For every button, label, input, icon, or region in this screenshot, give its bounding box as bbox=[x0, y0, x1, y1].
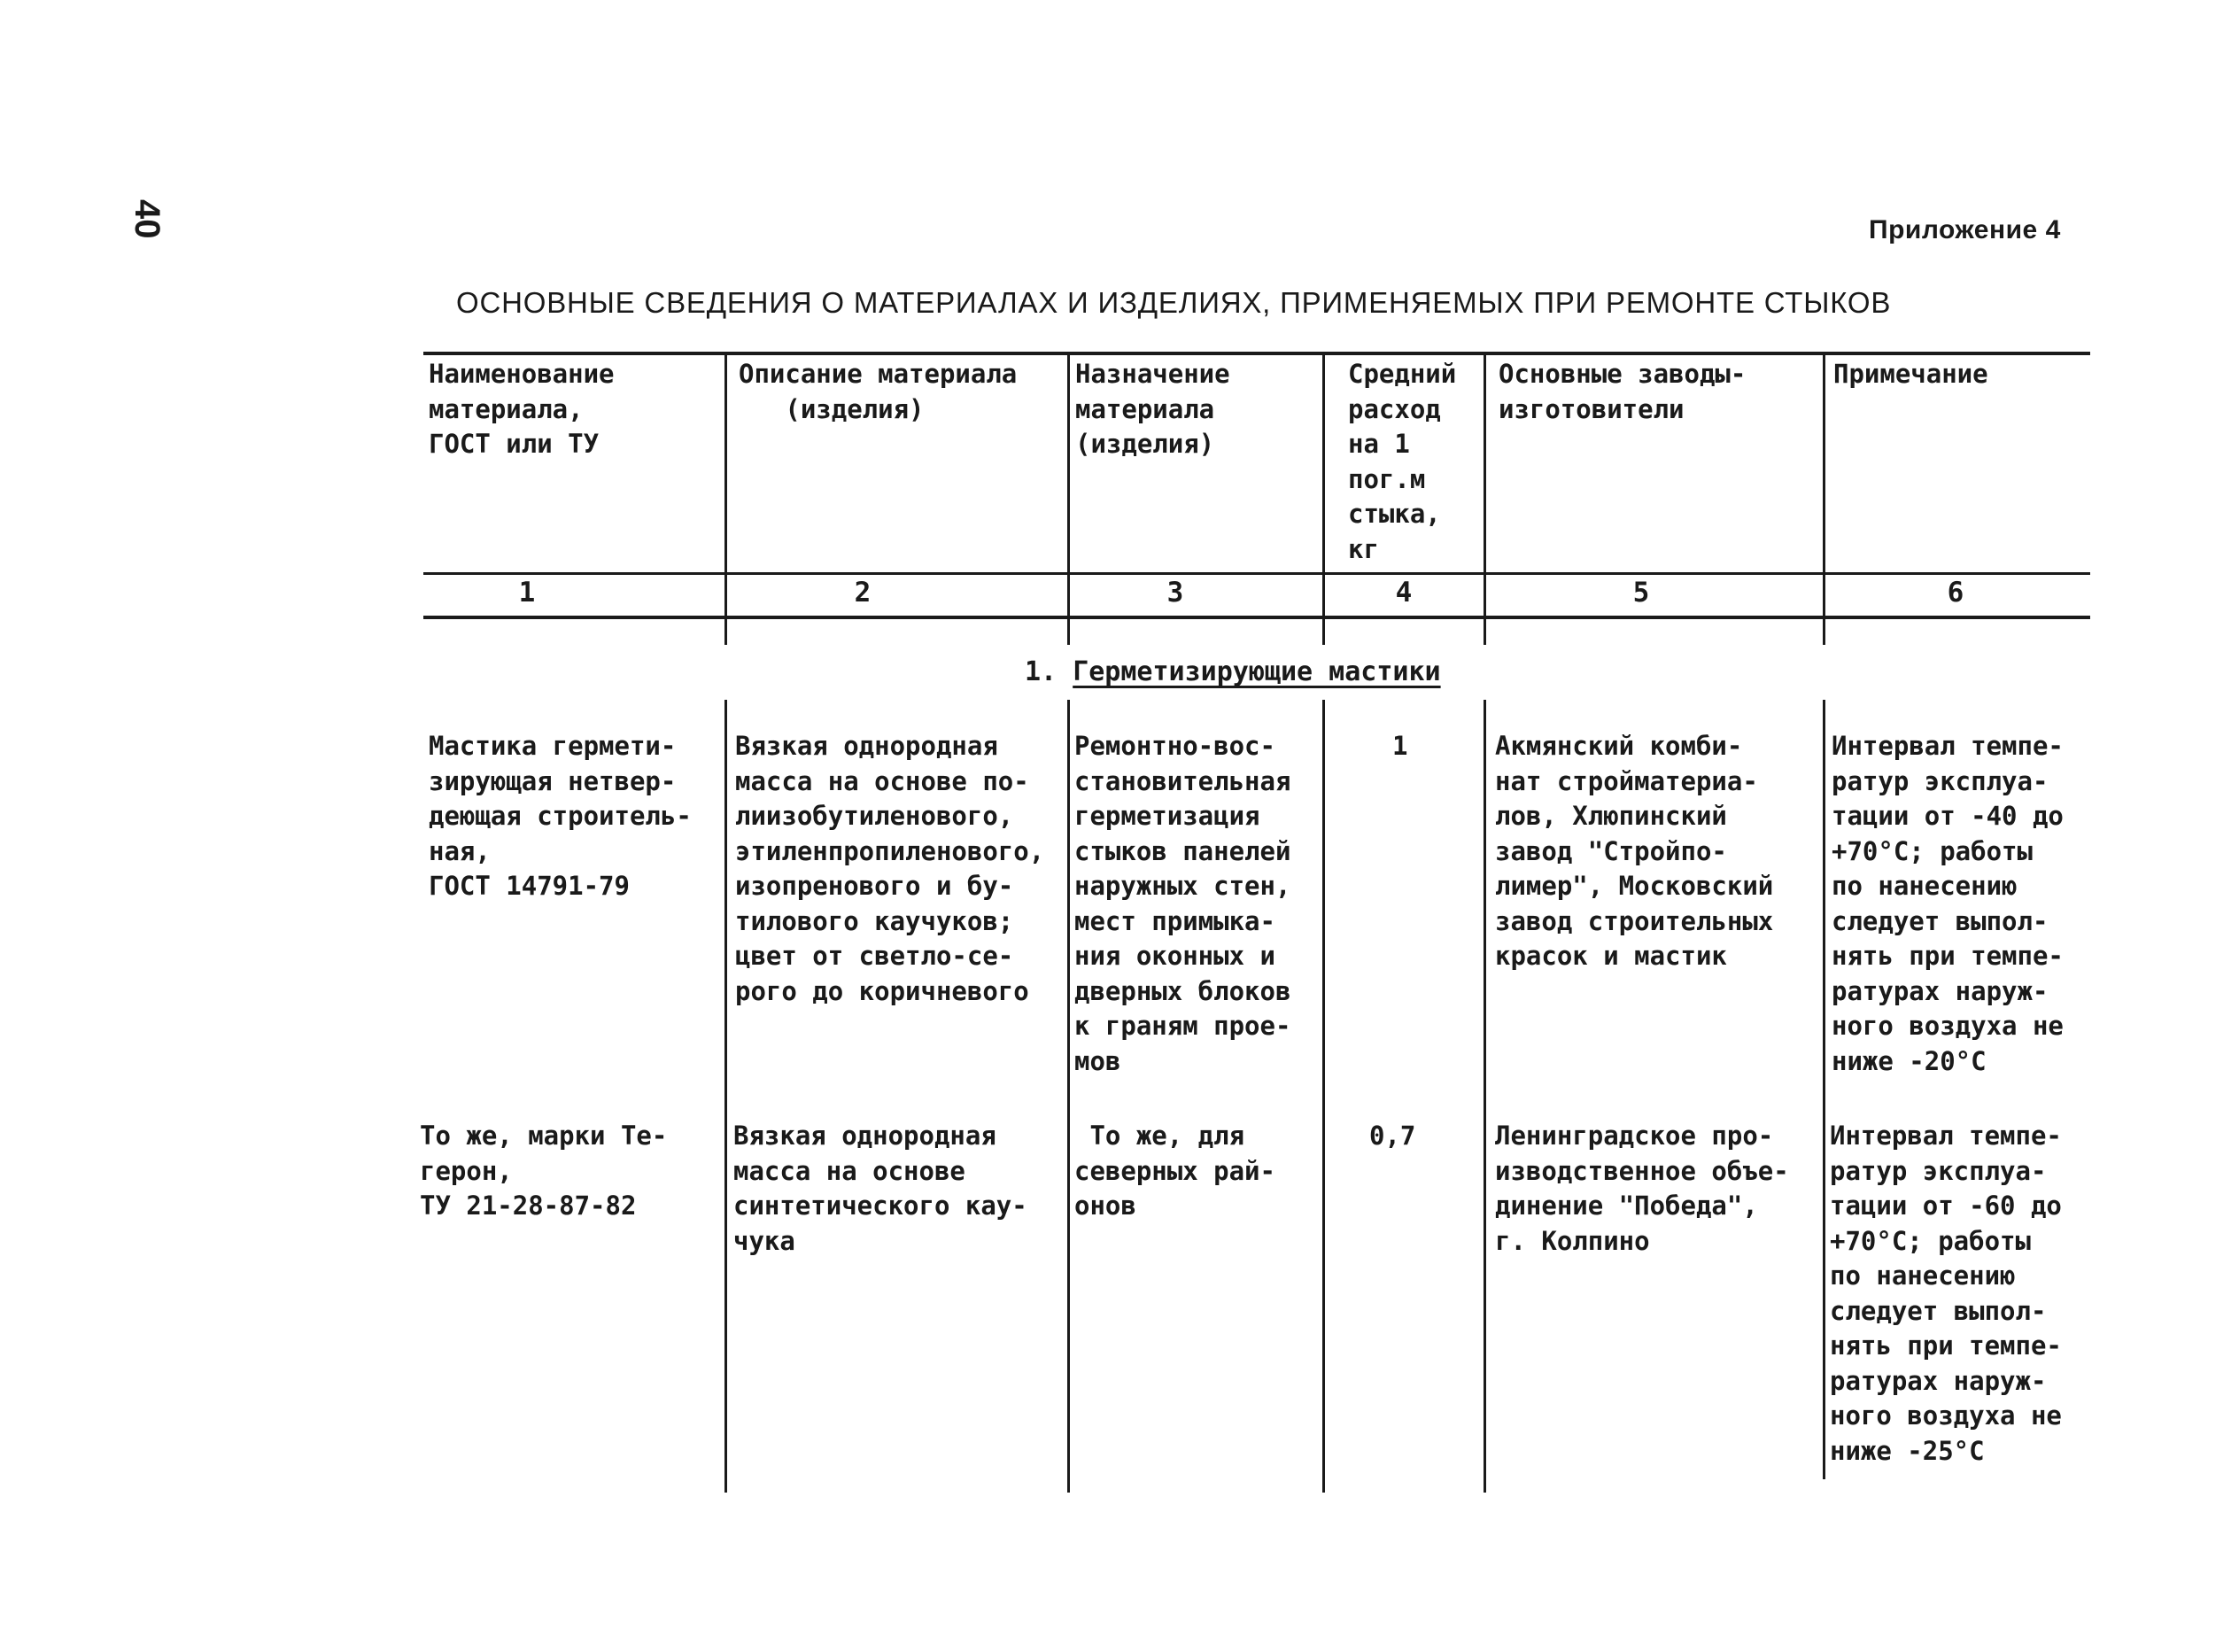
row2-purpose: То же, для северных рай- онов bbox=[1074, 1121, 1275, 1221]
column-divider bbox=[724, 700, 727, 1493]
column-number: 3 bbox=[1166, 577, 1184, 609]
section-heading bbox=[1025, 656, 1441, 687]
header-manufacturers: Основные заводы- изготовители bbox=[1499, 359, 1747, 424]
header-bottom-rule bbox=[423, 572, 2090, 575]
column-divider bbox=[1067, 700, 1070, 1493]
row1-description: Вязкая однородная масса на основе по- лиизобутиленового, этиленпропиленового, изопренового и бу- тилового каучуков; цвет от светло-се- рого до коричневого bbox=[735, 731, 1045, 1006]
column-number: 2 bbox=[854, 577, 872, 609]
column-number: 5 bbox=[1632, 577, 1650, 609]
row1-name: Мастика гермети- зирующая нетвер- деющая строитель- ная, ГОСТ 14791-79 bbox=[429, 731, 692, 901]
numbers-bottom-rule bbox=[423, 616, 2090, 619]
header-description: Описание материала (изделия) bbox=[739, 359, 1018, 424]
column-divider bbox=[1322, 355, 1325, 645]
header-consumption: Средний расход на 1 пог.м стыка, кг bbox=[1348, 359, 1457, 564]
document-title: ОСНОВНЫЕ СВЕДЕНИЯ О МАТЕРИАЛАХ И ИЗДЕЛИЯХ, ПРИМЕНЯЕМЫХ ПРИ РЕМОНТЕ СТЫКОВ bbox=[456, 286, 1892, 319]
page-number: 40 bbox=[128, 199, 167, 239]
table-top-rule bbox=[423, 352, 2090, 355]
section-title: Герметизирующие мастики bbox=[1073, 656, 1441, 687]
header-name: Наименование материала, ГОСТ или ТУ bbox=[429, 359, 615, 459]
column-divider bbox=[1484, 355, 1486, 645]
section-number: 1. bbox=[1025, 656, 1073, 687]
appendix-label: Приложение 4 bbox=[1869, 215, 2061, 244]
header-purpose: Назначение материала (изделия) bbox=[1075, 359, 1230, 459]
row1-consumption: 1 bbox=[1392, 731, 1408, 761]
row1-manufacturers: Акмянский комби- нат стройматериа- лов, Хлюпинский завод "Стройпо- лимер", Московский завод строительных красок и мастик bbox=[1495, 731, 1774, 971]
row1-note: Интервал темпе- ратур эксплуа- тации от -40 до +70°С; работы по нанесению следует выпол- нять при темпе- ратурах наруж- ного воздуха не ниже -20°С bbox=[1832, 731, 2064, 1076]
column-number: 1 bbox=[518, 577, 536, 609]
column-divider bbox=[1823, 355, 1825, 645]
row2-note: Интервал темпе- ратур эксплуа- тации от -60 до +70°С; работы по нанесению следует выпол- нять при темпе- ратурах наруж- ного воздуха не ниже -25°С bbox=[1830, 1121, 2062, 1466]
row2-description: Вязкая однородная масса на основе синтетического кау- чука bbox=[733, 1121, 1027, 1256]
column-number: 6 bbox=[1947, 577, 1964, 609]
column-divider bbox=[1484, 700, 1486, 1493]
column-divider bbox=[1067, 355, 1070, 645]
row2-name: То же, марки Те- герон, ТУ 21-28-87-82 bbox=[420, 1121, 668, 1221]
column-divider bbox=[1823, 700, 1825, 1479]
row1-purpose: Ремонтно-вос- становительная герметизация стыков панелей наружных стен, мест примыка- ния оконных и дверных блоков к граням прое- мов bbox=[1074, 731, 1291, 1076]
column-divider bbox=[724, 355, 727, 645]
column-number: 4 bbox=[1395, 577, 1413, 609]
row2-manufacturers: Ленинградское про- изводственное объе- динение "Победа", г. Колпино bbox=[1495, 1121, 1789, 1256]
column-divider bbox=[1322, 700, 1325, 1493]
header-note: Примечание bbox=[1833, 359, 1988, 389]
row2-consumption: 0,7 bbox=[1369, 1121, 1416, 1151]
